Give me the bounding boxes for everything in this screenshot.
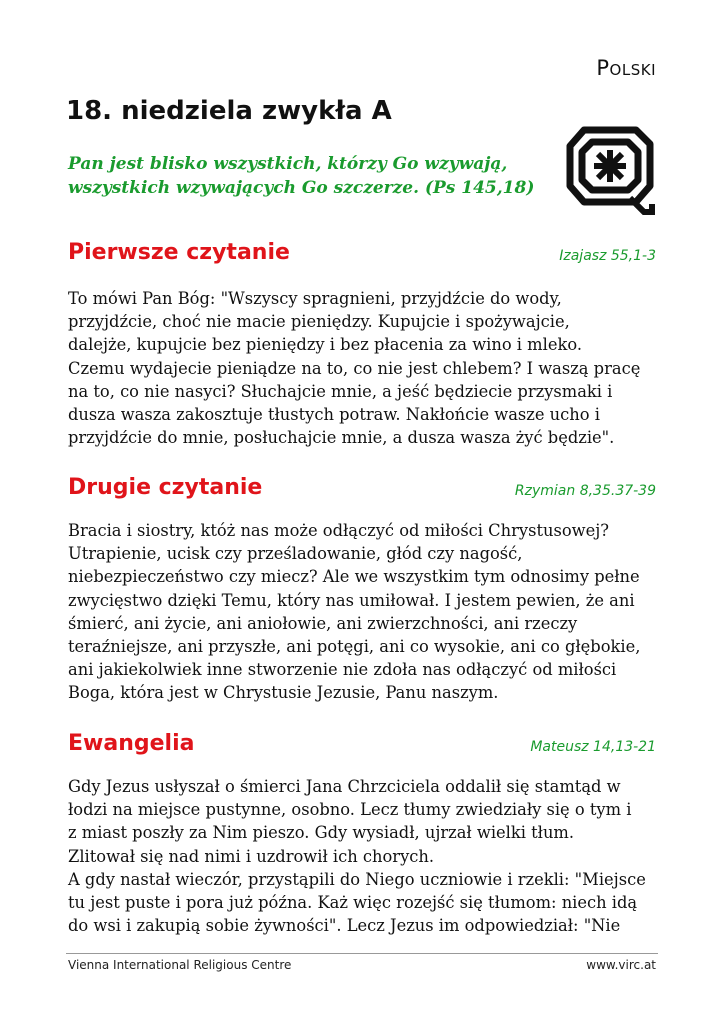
text-line: teraźniejsze, ani przyszłe, ani potęgi, ani co wysokie, ani co głębokie, bbox=[68, 637, 641, 657]
text-line: dalejże, kupujcie bez pieniędzy i bez płacenia za wino i mleko. bbox=[68, 335, 583, 355]
page-title: 18. niedziela zwykła A bbox=[66, 96, 392, 126]
text-line: do wsi i zakupią sobie żywności". Lecz Jezus im odpowiedział: "Nie bbox=[68, 916, 621, 936]
section-reference: Mateusz 14,13-21 bbox=[530, 739, 656, 755]
language-label: Polski bbox=[596, 56, 656, 80]
text-line: Utrapienie, ucisk czy prześladowanie, głód czy nagość, bbox=[68, 544, 523, 564]
virc-logo-icon bbox=[564, 124, 656, 216]
reading-text bbox=[68, 519, 660, 705]
psalm-quote bbox=[68, 152, 538, 200]
text-line: Zlitował się nad nimi i uzdrowił ich chorych. bbox=[68, 846, 435, 866]
text-line: Czemu wydajecie pieniądze na to, co nie jest chlebem? I waszą pracę bbox=[68, 358, 641, 378]
text-line: To mówi Pan Bóg: "Wszyscy spragnieni, przyjdźcie do wody, bbox=[68, 289, 562, 308]
text-line: przyjdźcie do mnie, posłuchajcie mnie, a dusza wasza żyć będzie". bbox=[68, 428, 615, 448]
footer-website-link[interactable]: www.virc.at bbox=[586, 958, 656, 972]
text-line: ani jakiekolwiek inne stworzenie nie zdoła nas odłączyć od miłości bbox=[68, 660, 617, 680]
text-line: tu jest puste i pora już późna. Każ więc rozejść się tłumom: niech idą bbox=[68, 893, 638, 913]
text-line: z miast poszły za Nim pieszo. Gdy wysiadł, ujrzał wielki tłum. bbox=[68, 823, 575, 843]
text-line: dusza wasza zakosztuje tłustych potraw. Nakłońcie wasze ucho i bbox=[68, 405, 600, 425]
text-line: Gdy Jezus usłyszał o śmierci Jana Chrzciciela oddalił się stamtąd w bbox=[68, 777, 621, 796]
text-line: niebezpieczeństwo czy miecz? Ale we wszystkim tym odnosimy pełne bbox=[68, 567, 640, 587]
footer-organization: Vienna International Religious Centre bbox=[68, 958, 292, 972]
reading-text bbox=[68, 287, 660, 449]
section-reference: Rzymian 8,35.37-39 bbox=[514, 483, 656, 499]
section-reference: Izajasz 55,1-3 bbox=[559, 248, 656, 264]
text-line: śmierć, ani życie, ani aniołowie, ani zwierzchności, ani rzeczy bbox=[68, 613, 578, 633]
text-line: Boga, która jest w Chrystusie Jezusie, Panu naszym. bbox=[68, 683, 499, 703]
text-line: A gdy nastał wieczór, przystąpili do Niego uczniowie i rzekli: "Miejsce bbox=[68, 869, 646, 889]
section-heading-gospel: Ewangelia bbox=[68, 731, 195, 756]
section-heading-second-reading: Drugie czytanie bbox=[68, 475, 263, 500]
text-line: łodzi na miejsce pustynne, osobno. Lecz tłumy zwiedziały się o tym i bbox=[68, 800, 632, 820]
quote-line: wszystkich wzywających Go szczerze. (Ps 145,18) bbox=[68, 178, 535, 198]
footer-divider bbox=[66, 953, 658, 954]
text-line: przyjdźcie, choć nie macie pieniędzy. Kupujcie i spożywajcie, bbox=[68, 312, 570, 332]
section-heading-first-reading: Pierwsze czytanie bbox=[68, 240, 290, 265]
text-line: na to, co nie nasyci? Słuchajcie mnie, a jeść będziecie przysmaki i bbox=[68, 381, 613, 401]
reading-text bbox=[68, 775, 660, 937]
text-line: Bracia i siostry, któż nas może odłączyć od miłości Chrystusowej? bbox=[68, 521, 609, 540]
quote-line: Pan jest blisko wszystkich, którzy Go wzywają, bbox=[68, 154, 508, 174]
text-line: zwycięstwo dzięki Temu, który nas umiłował. I jestem pewien, że ani bbox=[68, 590, 635, 610]
